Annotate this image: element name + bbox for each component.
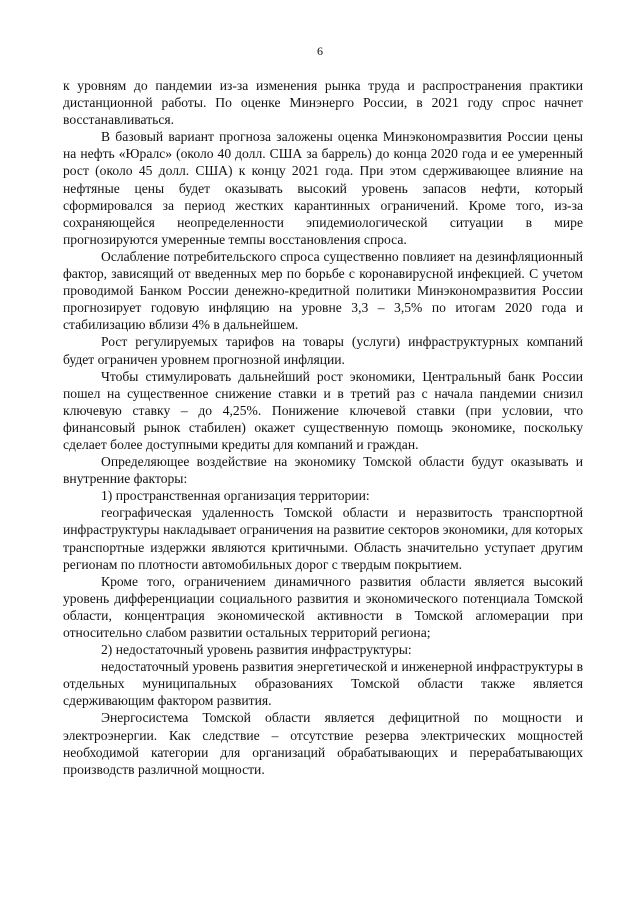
paragraph-4: Рост регулируемых тарифов на товары (услуги) инфраструктурных компаний будет ограничен уровнем прогнозной инфляции. [63,334,583,367]
paragraph-1: к уровням до пандемии из-за изменения рынка труда и распространения практики дистанционной работы. По оценке Минэнерго России, в 2021 году спрос начнет восстанавливаться. [63,78,583,128]
paragraph-9: Кроме того, ограничением динамичного развития области является высокий уровень дифференциации социального развития и экономического потенциала Томской области, концентрация экономической активности в Томской агломерации при относительно слабом развитии остальных территорий региона; [63,573,583,640]
paragraph-11: недостаточный уровень развития энергетической и инженерной инфраструктуры в отдельных муниципальных образованиях Томской области также является сдерживающим фактором развития. [63,659,583,709]
paragraph-8: географическая удаленность Томской области и неразвитость транспортной инфраструктуры накладывает ограничения на развитие секторов экономики, для которых транспортные издержки являются критичными. Область значительно уступает другим регионам по плотности автомобильных дорог с твердым покрытием. [63,505,583,572]
paragraph-3: Ослабление потребительского спроса существенно повлияет на дезинфляционный фактор, зависящий от введенных мер по борьбе с коронавирусной инфекцией. С учетом проводимой Банком России денежно-кредитной политики Минэкономразвития России прогнозирует годовую инфляцию на уровне 3,3 – 3,5% по итогам 2020 года и стабилизацию вблизи 4% в дальнейшем. [63,248,583,333]
paragraph-2: В базовый вариант прогноза заложены оценка Минэкономразвития России цены на нефть «Юралс» (около 40 долл. США за баррель) до конца 2020 года и ее умеренный рост (около 45 долл. США) к концу 2021 года. При этом сдерживающее влияние на нефтяные цены будет оказывать высокий уровень запасов нефти, который сформировался за период жестких карантинных ограничений. Кроме того, из-за сохраняющейся неопределенности эпидемиологической ситуации в мире прогнозируются умеренные темпы восстановления спроса. [63,129,583,247]
paragraph-5: Чтобы стимулировать дальнейший рост экономики, Центральный банк России пошел на существенное снижение ставки и в третий раз с начала пандемии снизил ключевую ставку – до 4,25%. Понижение ключевой ставки (при условии, что финансовый рынок стабилен) окажет существенную помощь экономике, поскольку сделает более доступными кредиты для компаний и граждан. [63,368,583,452]
paragraph-6: Определяющее воздействие на экономику Томской области будут оказывать и внутренние факторы: [63,454,583,487]
document-body [63,77,583,778]
list-heading-2: 2) недостаточный уровень развития инфраструктуры: [101,642,412,658]
page-number: 6 [317,44,323,58]
paragraph-12: Энергосистема Томской области является дефицитной по мощности и электроэнергии. Как следствие – отсутствие резерва электрических мощностей необходимой категории для организаций обрабатывающих и перерабатывающих производств различной мощности. [63,710,583,777]
list-heading-1: 1) пространственная организация территории: [101,488,370,504]
